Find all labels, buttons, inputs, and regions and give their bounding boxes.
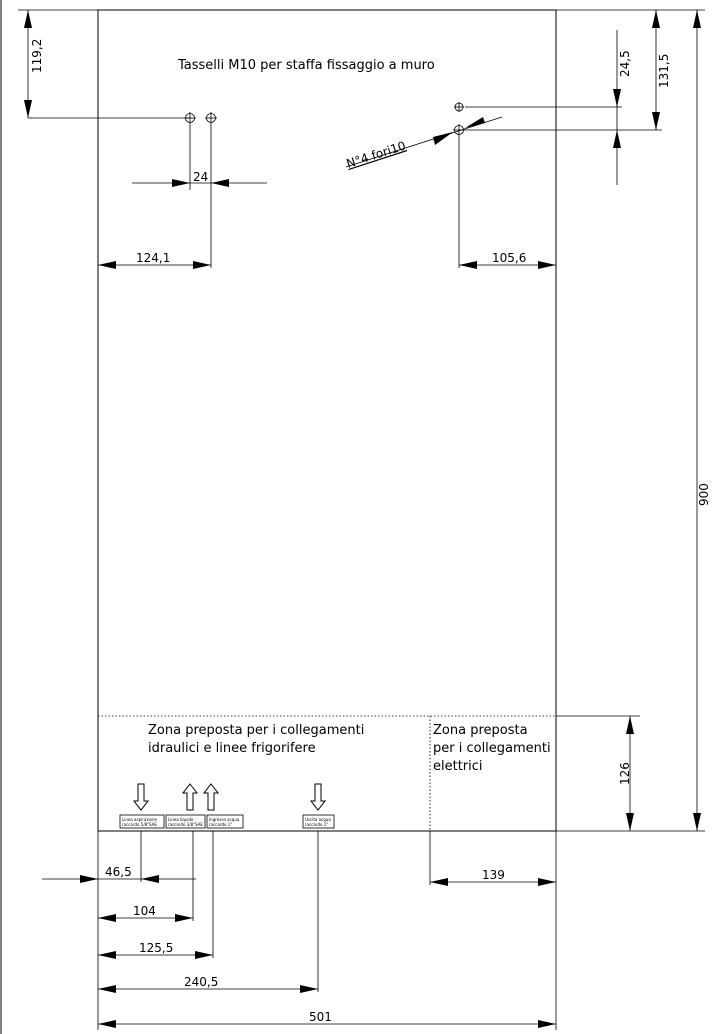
zone-electric-line-2: per i collegamenti bbox=[433, 741, 551, 756]
zone-electric-line-3: elettrici bbox=[433, 759, 483, 774]
connection-label-water-out bbox=[303, 815, 334, 828]
svg-text:raccordo 1": raccordo 1" bbox=[305, 822, 329, 827]
svg-text:raccordo 5/8"SAE: raccordo 5/8"SAE bbox=[122, 822, 157, 827]
dim-139 bbox=[430, 868, 556, 886]
right-holes bbox=[453, 102, 662, 268]
dim-119-2-label: 119,2 bbox=[30, 38, 44, 73]
connection-label-water-in bbox=[207, 815, 243, 828]
dim-125-5 bbox=[98, 941, 213, 959]
dim-139-label: 139 bbox=[482, 868, 505, 882]
dim-46-5-label: 46,5 bbox=[105, 865, 132, 879]
svg-text:Linea liquido: Linea liquido bbox=[168, 817, 194, 822]
dim-104-label: 104 bbox=[133, 904, 156, 918]
dim-124-1-label: 124,1 bbox=[136, 251, 171, 265]
zone-hydraulic-line-2: idraulici e linee frigorifere bbox=[148, 741, 316, 756]
svg-text:Ingresso acqua: Ingresso acqua bbox=[209, 817, 240, 822]
dim-125-5-label: 125,5 bbox=[139, 941, 174, 955]
dim-105-6 bbox=[459, 251, 556, 269]
flow-arrow-water-in-up bbox=[204, 784, 218, 810]
connection-label-liquid bbox=[166, 815, 205, 828]
flow-arrow-suction-down bbox=[134, 784, 148, 810]
dim-501-label: 501 bbox=[309, 1010, 332, 1024]
dim-24-5 bbox=[613, 30, 632, 185]
svg-text:Linea aspirazione: Linea aspirazione bbox=[122, 817, 157, 822]
dim-119-2 bbox=[18, 10, 190, 118]
zone-electric-line-1: Zona preposta bbox=[433, 723, 528, 738]
unit-outline bbox=[98, 10, 556, 831]
dim-131-5-label: 131,5 bbox=[657, 53, 671, 88]
dim-501 bbox=[98, 1010, 556, 1028]
svg-text:raccordo 3/8"SAE: raccordo 3/8"SAE bbox=[168, 822, 203, 827]
anchors-note: Tasselli M10 per staffa fissaggio a muro bbox=[178, 58, 435, 73]
flow-arrow-liquid-up bbox=[183, 784, 197, 810]
dim-126 bbox=[556, 716, 640, 831]
connection-label-suction bbox=[120, 815, 164, 828]
dim-126-label: 126 bbox=[618, 762, 632, 785]
dim-104 bbox=[98, 904, 193, 922]
left-holes bbox=[184, 112, 217, 268]
zone-hydraulic-line-1: Zona preposta per i collegamenti bbox=[148, 723, 365, 738]
dim-240-5-label: 240,5 bbox=[184, 975, 219, 989]
dim-240-5 bbox=[98, 975, 318, 993]
dim-900 bbox=[556, 10, 711, 831]
holes-note: N°4 fori10 bbox=[344, 138, 408, 171]
dim-124-1 bbox=[98, 251, 211, 269]
dim-24-label: 24 bbox=[193, 170, 209, 184]
dim-46-5 bbox=[42, 865, 196, 883]
svg-text:raccordo 1": raccordo 1" bbox=[209, 822, 233, 827]
dim-105-6-label: 105,6 bbox=[492, 251, 527, 265]
svg-text:Uscita acqua: Uscita acqua bbox=[305, 817, 331, 822]
flow-arrow-water-out-down bbox=[311, 784, 325, 810]
holes-leader bbox=[345, 117, 502, 171]
dim-24-5-label: 24,5 bbox=[618, 50, 632, 77]
dim-900-label: 900 bbox=[697, 483, 711, 506]
dim-24 bbox=[132, 170, 267, 187]
